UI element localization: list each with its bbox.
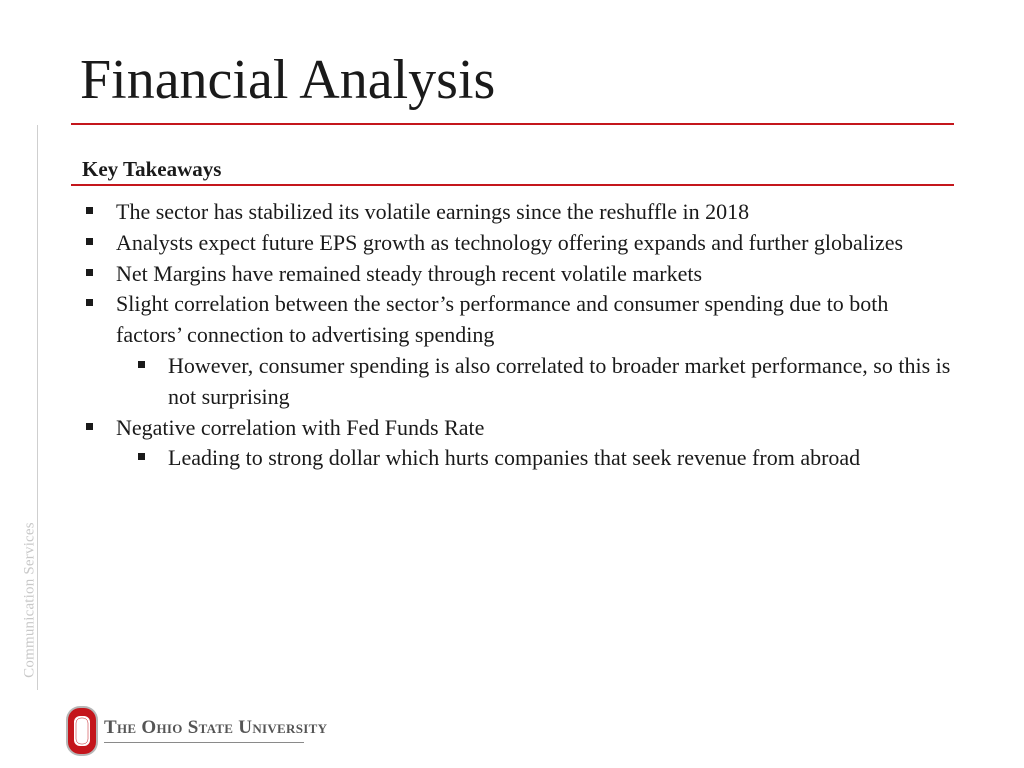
- wordmark-underline: [104, 742, 304, 743]
- bullet-text: Leading to strong dollar which hurts companies that seek revenue from abroad: [168, 445, 861, 471]
- bullet-item: [82, 228, 952, 259]
- bullet-item: [82, 289, 952, 351]
- section-heading: Key Takeaways: [82, 157, 222, 181]
- bullet-item: [82, 259, 952, 290]
- bullet-text: However, consumer spending is also correlated to broader market performance, so this is not surprising: [168, 352, 951, 409]
- square-bullet-icon: [138, 361, 145, 368]
- sidebar-section-label: Communication Services: [21, 522, 38, 678]
- sub-bullet-item: [82, 443, 952, 474]
- square-bullet-icon: [86, 238, 93, 245]
- sub-bullet-item: [82, 351, 952, 413]
- square-bullet-icon: [86, 207, 93, 214]
- square-bullet-icon: [138, 453, 145, 460]
- bullet-text: Net Margins have remained steady through recent volatile markets: [116, 260, 703, 286]
- square-bullet-icon: [86, 299, 93, 306]
- bullet-text: Negative correlation with Fed Funds Rate: [116, 414, 485, 440]
- bullet-list: [82, 197, 952, 474]
- square-bullet-icon: [86, 423, 93, 430]
- title-divider: [71, 123, 954, 125]
- block-o-logo-icon: [66, 706, 98, 756]
- university-wordmark: The Ohio State University: [104, 717, 328, 738]
- bullet-item: [82, 197, 952, 228]
- bullet-text: Slight correlation between the sector’s performance and consumer spending due to both factors’ connection to advertising spending: [116, 291, 889, 348]
- slide-title: Financial Analysis: [80, 49, 496, 111]
- section-divider: [71, 184, 954, 186]
- square-bullet-icon: [86, 269, 93, 276]
- bullet-text: Analysts expect future EPS growth as technology offering expands and further globalizes: [116, 229, 904, 255]
- bullet-text: The sector has stabilized its volatile earnings since the reshuffle in 2018: [116, 199, 750, 224]
- bullet-item: [82, 413, 952, 444]
